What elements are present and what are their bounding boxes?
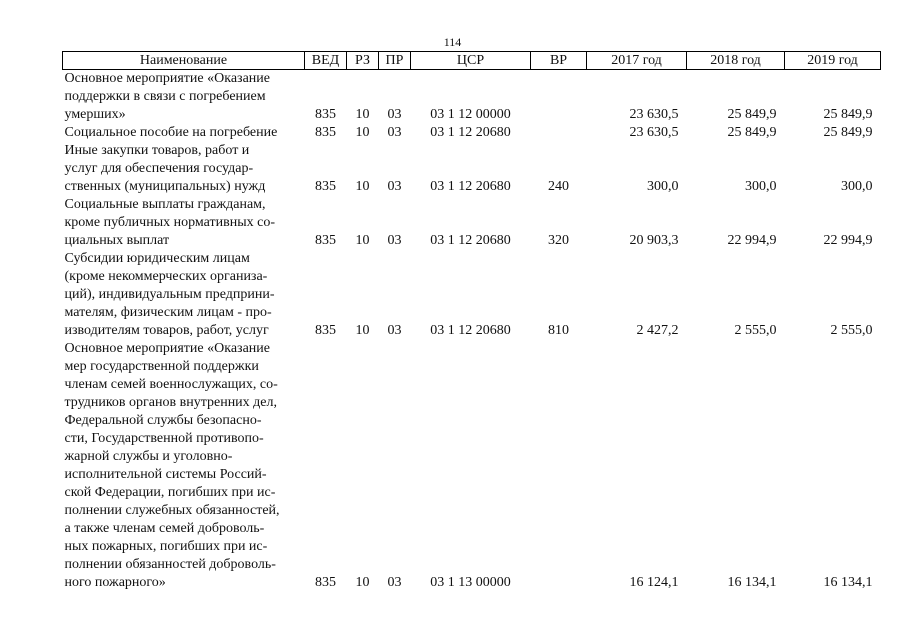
table-row	[63, 340, 881, 592]
row-2018: 25 849,9	[727, 107, 777, 122]
row-name: Иные закупки товаров, работ и услуг для обеспечения государ- ственных (муниципальных) нужд	[64, 143, 266, 194]
row-2017: 16 124,1	[629, 575, 679, 590]
table-row	[63, 70, 881, 125]
row-2017: 20 903,3	[629, 233, 679, 248]
row-pr: 03	[387, 233, 402, 248]
row-2017: 23 630,5	[629, 125, 679, 140]
row-2018: 2 555,0	[734, 323, 777, 338]
row-2019: 25 849,9	[823, 107, 873, 122]
row-csr: 03 1 12 20680	[430, 179, 511, 194]
row-2018: 22 994,9	[727, 233, 777, 248]
row-vr: 810	[548, 323, 569, 338]
row-pr: 03	[387, 125, 402, 140]
header-csr: ЦСР	[411, 52, 531, 70]
table-row	[63, 124, 881, 142]
row-csr: 03 1 12 20680	[430, 233, 511, 248]
row-ved: 835	[315, 179, 336, 194]
row-2018: 300,0	[745, 179, 777, 194]
row-pr: 03	[387, 107, 402, 122]
header-vr: ВР	[531, 52, 587, 70]
row-name: Субсидии юридическим лицам (кроме некоммерческих организа- ций), индивидуальным предприни- мателям, физическим лицам - про- изводителям товаров, работ, услуг	[64, 251, 275, 338]
row-vr	[531, 124, 587, 142]
page-number: 114	[443, 35, 462, 49]
row-ved: 835	[315, 233, 336, 248]
header-rz: РЗ	[347, 52, 379, 70]
row-2018: 25 849,9	[727, 125, 777, 140]
row-vr	[531, 340, 587, 592]
row-vr	[531, 70, 587, 125]
row-pr: 03	[387, 323, 402, 338]
header-ved: ВЕД	[305, 52, 347, 70]
row-csr: 03 1 12 20680	[430, 323, 511, 338]
header-pr: ПР	[379, 52, 411, 70]
table-row	[63, 142, 881, 196]
row-rz: 10	[355, 323, 370, 338]
row-pr: 03	[387, 575, 402, 590]
row-2019: 25 849,9	[823, 125, 873, 140]
row-csr: 03 1 13 00000	[430, 575, 511, 590]
row-vr: 240	[548, 179, 569, 194]
row-name: Социальное пособие на погребение	[64, 125, 278, 140]
header-2018: 2018 год	[687, 52, 785, 70]
row-2018: 16 134,1	[727, 575, 777, 590]
row-2019: 300,0	[841, 179, 873, 194]
row-rz: 10	[355, 107, 370, 122]
row-2017: 23 630,5	[629, 107, 679, 122]
row-name: Социальные выплаты гражданам, кроме публичных нормативных со- циальных выплат	[64, 197, 275, 248]
header-2019: 2019 год	[785, 52, 881, 70]
row-ved: 835	[315, 107, 336, 122]
row-2017: 2 427,2	[636, 323, 679, 338]
row-csr: 03 1 12 00000	[430, 107, 511, 122]
row-2019: 2 555,0	[830, 323, 873, 338]
row-rz: 10	[355, 233, 370, 248]
row-csr: 03 1 12 20680	[430, 125, 511, 140]
header-2017: 2017 год	[587, 52, 687, 70]
table-row	[63, 250, 881, 340]
row-2019: 22 994,9	[823, 233, 873, 248]
row-rz: 10	[355, 575, 370, 590]
header-name: Наименование	[63, 52, 305, 70]
row-pr: 03	[387, 179, 402, 194]
row-ved: 835	[315, 323, 336, 338]
row-2017: 300,0	[647, 179, 679, 194]
row-name: Основное мероприятие «Оказание мер государственной поддержки членам семей военнослужащих, со- трудников органов внутренних дел, Федеральной службы безопасно- сти, Государственной противопо- жарной службы и уголовно- исполнительной системы Россий- ской Федерации, погибших при ис- полнении служебных обязанностей, а также членам семей доброволь- ных пожарных, погибших при ис- полнении обязанностей доброволь- ного пожарного»	[64, 341, 280, 590]
table-row	[63, 196, 881, 250]
row-ved: 835	[315, 125, 336, 140]
row-name: Основное мероприятие «Оказание поддержки в связи с погребением умерших»	[64, 71, 270, 122]
row-rz: 10	[355, 125, 370, 140]
table-header-row	[63, 52, 881, 70]
row-rz: 10	[355, 179, 370, 194]
row-ved: 835	[315, 575, 336, 590]
budget-table	[62, 51, 881, 592]
row-vr: 320	[548, 233, 569, 248]
row-2019: 16 134,1	[823, 575, 873, 590]
